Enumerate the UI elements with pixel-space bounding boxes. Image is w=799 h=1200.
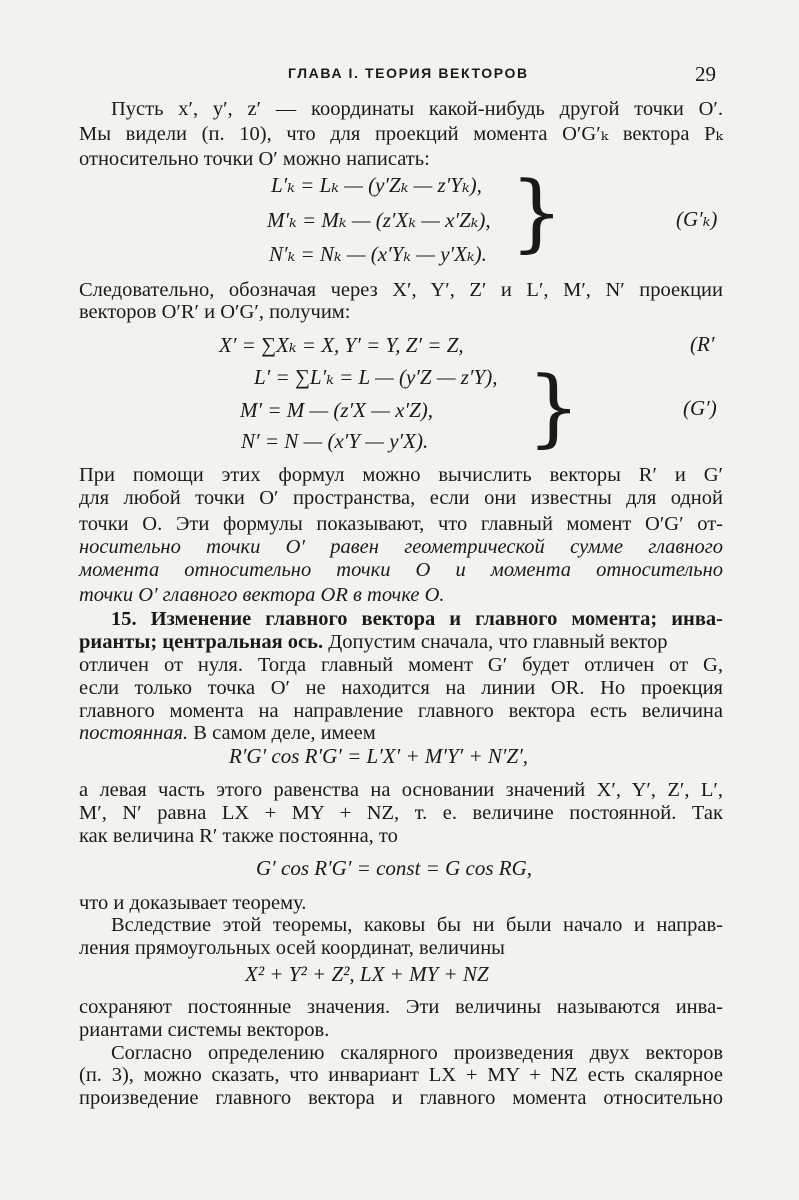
text-line: для любой точки O′ пространства, если они известны для одной xyxy=(79,487,723,509)
text-line: точки O′ главного вектора OR в точке O. xyxy=(79,584,445,606)
text-line: что и доказывает теорему. xyxy=(79,892,307,914)
chapter-title: ГЛАВА I. ТЕОРИЯ ВЕКТОРОВ xyxy=(288,65,529,81)
text-line xyxy=(79,721,723,745)
equation-line: L′ₖ = Lₖ — (y′Zₖ — z′Yₖ), xyxy=(271,173,482,197)
equation-line: N′ₖ = Nₖ — (x′Yₖ — y′Xₖ). xyxy=(269,242,487,266)
text-line: носительно точки O′ равен геометрической сумме главного xyxy=(79,536,723,558)
text-line: произведение главного вектора и главного момента относительно xyxy=(79,1087,723,1109)
text-line: ления прямоугольных осей координат, величины xyxy=(79,937,505,959)
page-header xyxy=(0,62,799,86)
equation-line: X′ = ∑Xₖ = X, Y′ = Y, Z′ = Z, xyxy=(219,333,464,357)
text-line: Мы видели (п. 10), что для проекций момента O′G′ₖ вектора Pₖ xyxy=(79,123,723,145)
right-brace: } xyxy=(527,358,581,456)
italic-term: постоянная. xyxy=(79,722,189,744)
text-line: При помощи этих формул можно вычислить векторы R′ и G′ xyxy=(79,464,723,486)
equation-line: M′ₖ = Mₖ — (z′Xₖ — x′Zₖ), xyxy=(267,208,491,232)
text-line: Согласно определению скалярного произведения двух векторов xyxy=(111,1042,723,1064)
text-line: отличен от нуля. Тогда главный момент G′ будет отличен от G, xyxy=(79,654,723,676)
text-line: риантами системы векторов. xyxy=(79,1019,330,1041)
equation-label: (G′ₖ) xyxy=(676,207,718,231)
right-brace: } xyxy=(510,163,564,261)
text-line: M′, N′ равна LX + MY + NZ, т. е. величине постоянной. Так xyxy=(79,802,723,824)
text-line xyxy=(79,630,723,654)
text-span: Допустим сначала, что главный вектор xyxy=(323,631,668,653)
page-number: 29 xyxy=(695,62,716,86)
text-line: если только точка O′ не находится на линии OR. Но проекция xyxy=(79,677,723,699)
text-line: как величина R′ также постоянна, то xyxy=(79,825,398,847)
text-line: главного момента на направление главного вектора есть величина xyxy=(79,700,723,722)
equation-line: G′ cos R′G′ = const = G cos RG, xyxy=(256,856,533,880)
equation-label: (G′) xyxy=(683,396,717,420)
text-line: момента относительно точки O и момента относительно xyxy=(79,559,723,581)
text-span: В самом деле, имеем xyxy=(188,722,376,744)
section-heading-cont: рианты; центральная ось. xyxy=(79,631,324,653)
text-line: сохраняют постоянные значения. Эти величины называются инва- xyxy=(79,996,723,1018)
text-line: точки O. Эти формулы показывают, что главный момент O′G′ от- xyxy=(79,513,723,535)
text-line: (п. 3), можно сказать, что инвариант LX + MY + NZ есть скалярное xyxy=(79,1064,723,1086)
section-heading: 15. Изменение главного вектора и главного момента; инва- xyxy=(111,608,723,630)
equation-line: L′ = ∑L′ₖ = L — (y′Z — z′Y), xyxy=(254,365,498,389)
text-line: относительно точки O′ можно написать: xyxy=(79,148,430,170)
text-line: Вследствие этой теоремы, каковы бы ни были начало и направ- xyxy=(111,914,723,936)
text-line: а левая часть этого равенства на основании значений X′, Y′, Z′, L′, xyxy=(79,779,723,801)
text-line: векторов O′R′ и O′G′, получим: xyxy=(79,301,351,323)
text-line: Следовательно, обозначая через X′, Y′, Z′ и L′, M′, N′ проекции xyxy=(79,279,723,301)
equation-line: M′ = M — (z′X — x′Z), xyxy=(240,398,434,422)
text-line: Пусть x′, y′, z′ — координаты какой-нибудь другой точки O′. xyxy=(111,98,723,120)
equation-label: (R′ xyxy=(690,332,715,356)
equation-line: R′G′ cos R′G′ = L′X′ + M′Y′ + N′Z′, xyxy=(229,744,529,768)
equation-line: X² + Y² + Z², LX + MY + NZ xyxy=(245,962,489,986)
equation-line: N′ = N — (x′Y — y′X). xyxy=(241,429,429,453)
